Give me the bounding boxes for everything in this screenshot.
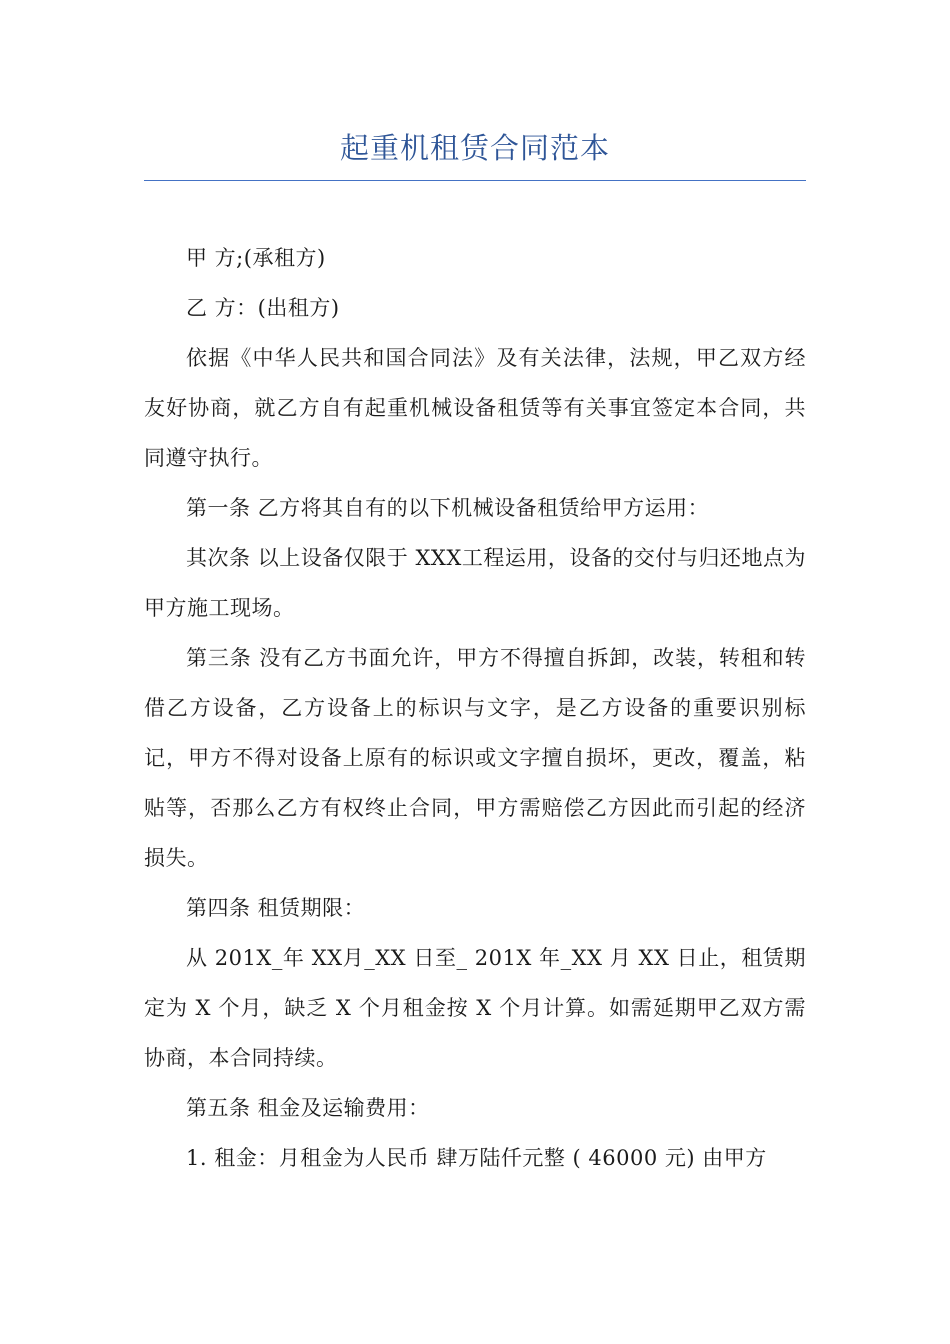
title-underline (144, 180, 806, 181)
lease-term-paragraph: 从 201X_年 XX月_XX 日至_ 201X 年_XX 月 XX 日止，租赁期定为 X 个月，缺乏 X 个月租金按 X 个月计算。如需延期甲乙双方需协商，本合同持续。 (144, 946, 806, 1070)
article-5-heading: 第五条 租金及运输费用： (186, 1096, 430, 1120)
document-title: 起重机租赁合同范本 (339, 131, 610, 165)
article-1-paragraph: 第一条 乙方将其自有的以下机械设备租赁给甲方运用： (186, 496, 710, 520)
preamble-paragraph: 依据《中华人民共和国合同法》及有关法律，法规，甲乙双方经友好协商，就乙方自有起重机械设备租赁等有关事宜签定本合同，共同遵守执行。 (144, 346, 806, 470)
party-a-line: 甲 方;(承租方) (186, 246, 326, 270)
article-3-paragraph: 第三条 没有乙方书面允许，甲方不得擅自拆卸，改装，转租和转借乙方设备，乙方设备上的标识与文字，是乙方设备的重要识别标记，甲方不得对设备上原有的标识或文字擅自损坏，更改，覆盖，粘贴等，否那么乙方有权终止合同，甲方需赔偿乙方因此而引起的经济损失。 (144, 646, 806, 870)
article-2-paragraph: 其次条 以上设备仅限于 XXX工程运用，设备的交付与归还地点为甲方施工现场。 (144, 546, 806, 620)
party-b-line: 乙 方：(出租方) (186, 296, 340, 320)
document-body (144, 233, 806, 1183)
rent-clause-paragraph: 1. 租金：月租金为人民币 肆万陆仟元整 ( 46000 元) 由甲方 (186, 1146, 767, 1170)
article-4-heading: 第四条 租赁期限： (186, 896, 366, 920)
